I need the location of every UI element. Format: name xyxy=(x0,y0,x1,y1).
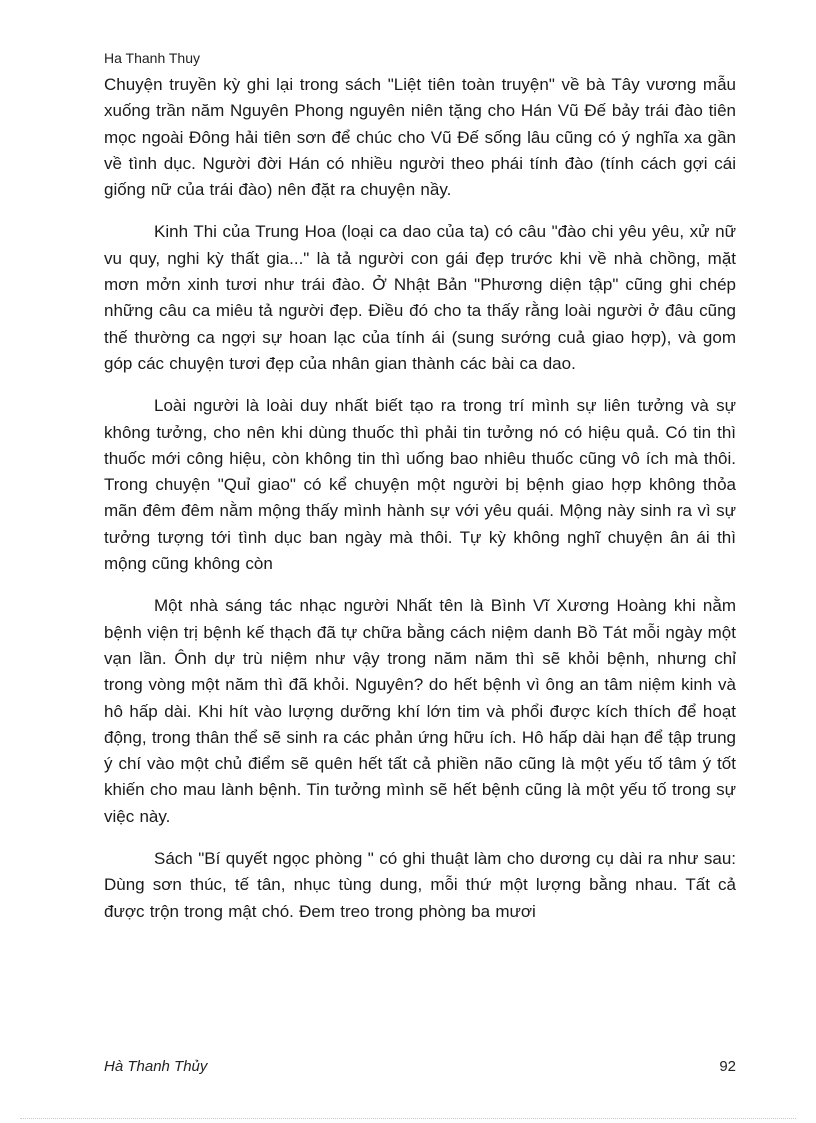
page-bottom-divider xyxy=(20,1118,796,1119)
page-footer xyxy=(104,1056,736,1078)
paragraph-3: Loài người là loài duy nhất biết tạo ra trong trí mình sự liên tưởng và sự không tưởng, cho nên khi dùng thuốc thì phải tin tưởng nó có hiệu quả. Có tin thì thuốc mới công hiệu, còn không tin thì uống bao nhiêu thuốc cũng vô ích mà thôi. Trong chuyện "Quỉ giao" có kể chuyện một người bị bệnh giao hợp không thỏa mãn đêm đêm nằm mộng thấy mình hành sự với yêu quái. Mộng này sinh ra vì sự tưởng tượng tới tình dục ban ngày mà thôi. Tự kỳ không nghĩ chuyện ân ái thì mộng cũng không còn xyxy=(104,396,736,574)
paragraph-2: Kinh Thi của Trung Hoa (loại ca dao của ta) có câu "đào chi yêu yêu, xử nữ vu quy, nghi kỳ thất gia..." là tả người con gái đẹp trước khi về nhà chồng, mặt mơn mởn xinh tươi như trái đào. Ở Nhật Bản "Phương diện tập" cũng ghi chép những câu ca miêu tả người đẹp. Điều đó cho ta thấy rằng loài người ở đâu cũng thế thường ca ngợi sự hoan lạc của tính ái (sung sướng cuả giao hợp), và gom góp các chuyện tươi đẹp của nhân gian thành các bài ca dao. xyxy=(104,222,736,373)
paragraph-4: Một nhà sáng tác nhạc người Nhất tên là Bình Vĩ Xương Hoàng khi nằm bệnh viện trị bệnh kế thạch đã tự chữa bằng cách niệm danh Bồ Tát mỗi ngày một vạn lần. Ônh dự trù niệm như vậy trong năm năm thì sẽ khỏi bệnh, nhưng chỉ trong vòng một năm thì đã khỏi. Nguyên? do hết bệnh vì ông an tâm niệm kinh và hô hấp dài. Khi hít vào lượng dưỡng khí lớn tim và phổi được kích thích để hoạt động, trong thân thể sẽ sinh ra các phản ứng hữu ích. Hô hấp dài hạn để tập trung ý chí vào một chủ điểm sẽ quên hết tất cả phiền não cũng là một yếu tố tâm ý tốt khiến cho mau lành bệnh. Tin tưởng mình sẽ hết bệnh cũng là một yếu tố trong sự việc này. xyxy=(104,596,736,826)
footer-author: Hà Thanh Thủy xyxy=(104,1058,208,1075)
paragraph-1: Chuyện truyền kỳ ghi lại trong sách "Liệt tiên toàn truyện" về bà Tây vương mẫu xuống trần năm Nguyên Phong nguyên niên tặng cho Hán Vũ Đế bảy trái đào tiên mọc ngoài Đông hải tiên sơn để chúc cho Vũ Đế sống lâu cũng có ý nghĩa xa gần về tình dục. Người đời Hán có nhiều người theo phái tính đào (tính cách gợi cái giống nữ của trái đào) nên đặt ra chuyện nầy. xyxy=(104,75,736,200)
page-body xyxy=(104,72,736,941)
running-header: Ha Thanh Thuy xyxy=(104,50,200,66)
paragraph-5: Sách "Bí quyết ngọc phòng " có ghi thuật làm cho dương cụ dài ra như sau: Dùng sơn thúc, tế tân, nhục tùng dung, mỗi thứ một lượng bằng nhau. Tất cả được trộn trong mật chó. Đem treo trong phòng ba mươi xyxy=(104,849,736,921)
page-number: 92 xyxy=(719,1058,736,1075)
